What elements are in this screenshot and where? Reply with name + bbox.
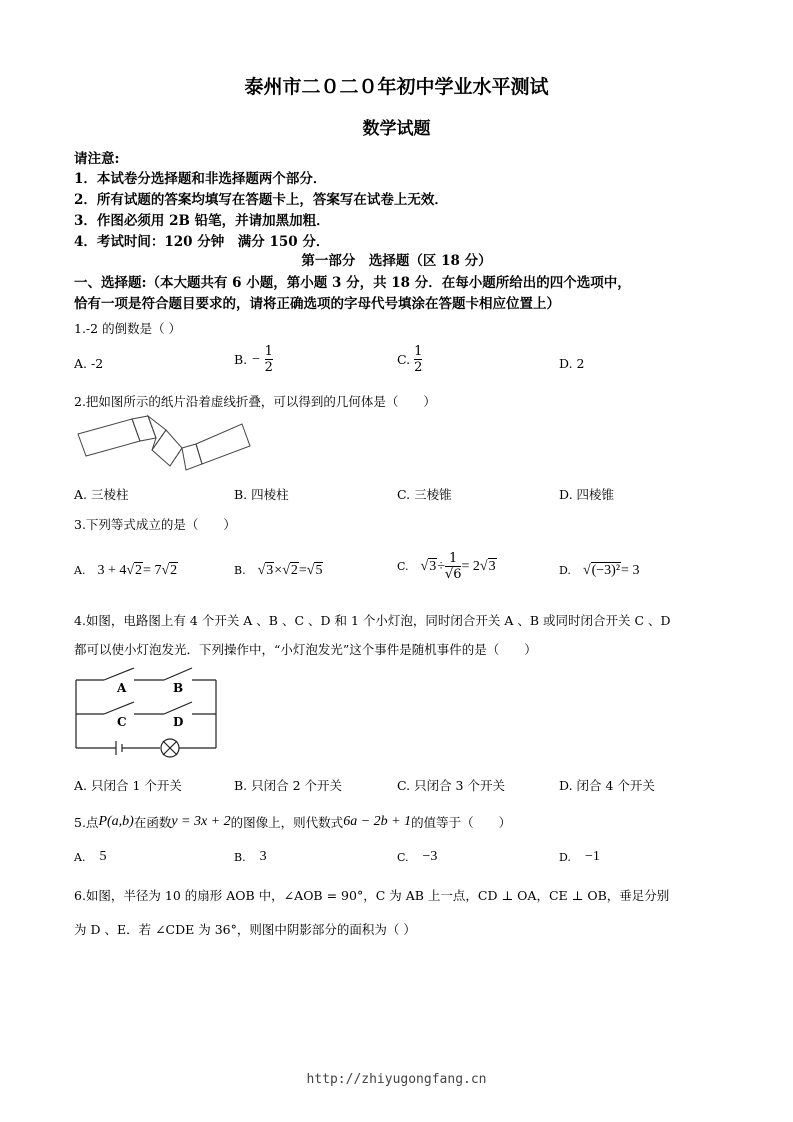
fraction: $\frac{1}{√6}$ bbox=[444, 551, 462, 582]
part-title: 第一部分 选择题（区 18 分） bbox=[301, 253, 492, 269]
q5-option-c: C. −3 bbox=[397, 849, 438, 864]
q1-option-d: D. 2 bbox=[559, 356, 585, 371]
switch-b-label: B bbox=[173, 681, 184, 695]
folding-paper-figure bbox=[74, 414, 254, 476]
q5-option-b: B. 3 bbox=[234, 849, 267, 864]
q2-option-b: B. 四棱柱 bbox=[234, 487, 289, 502]
question-2-stem: 2.把如图所示的纸片沿着虚线折叠，可以得到的几何体是（ ） bbox=[74, 394, 436, 409]
notice-item: 2．所有试题的答案均填写在答题卡上，答案写在试卷上无效． bbox=[74, 192, 448, 208]
q4-option-b: B. 只闭合 2 个开关 bbox=[234, 778, 343, 793]
switch-c-label: C bbox=[117, 715, 127, 729]
q1-option-c: C. $\frac{1}{2}$ bbox=[397, 344, 423, 375]
question-4-stem: 都可以使小灯泡发光．下列操作中，“小灯泡发光”这个事件是随机事件的是（ ） bbox=[74, 642, 537, 657]
notice-heading: 请注意: bbox=[74, 151, 120, 167]
q2-option-a: A. 三棱柱 bbox=[74, 487, 129, 502]
q2-option-d: D. 四棱锥 bbox=[559, 487, 615, 502]
section-instruction: 恰有一项是符合题目要求的，请将正确选项的字母代号填涂在答题卡相应位置上） bbox=[74, 296, 560, 312]
q5-option-a: A. 5 bbox=[74, 849, 107, 864]
section-instruction: 一、选择题:（本大题共有 6 小题，第小题 3 分，共 18 分．在每小题所给出的四个选项中， bbox=[74, 275, 631, 291]
q1-option-b: B. − $\frac{1}{2}$ bbox=[234, 344, 273, 375]
q4-option-d: D. 闭合 4 个开关 bbox=[559, 778, 655, 793]
q3-option-b: B. √ 3 × √ 2 = √ 5 bbox=[234, 562, 323, 578]
switch-d-label: D bbox=[173, 715, 184, 729]
fraction: $\frac{1}{2}$ bbox=[414, 344, 423, 375]
switch-a-label: A bbox=[117, 681, 127, 695]
q4-option-a: A. 只闭合 1 个开关 bbox=[74, 778, 182, 793]
question-1-stem: 1.-2 的倒数是（ ） bbox=[74, 321, 182, 336]
page-title: 泰州市二０二０年初中学业水平测试 bbox=[244, 76, 549, 98]
question-5-stem: 5.点 P(a,b) 在函数 y = 3x + 2 的图像上，则代数式 6a − 2b + 1 的值等于（ ） bbox=[74, 814, 512, 830]
q3-option-c: C. √ 3 ÷ $\frac{1}{√6}$ = 2 √ 3 bbox=[397, 551, 496, 582]
notice-item: 4．考试时间：120 分钟 满分 150 分． bbox=[74, 234, 330, 250]
question-6-stem: 为 D 、E．若 ∠CDE 为 36°，则图中阴影部分的面积为（ ） bbox=[74, 922, 416, 937]
page-subtitle: 数学试题 bbox=[362, 119, 431, 139]
q2-option-c: C. 三棱锥 bbox=[397, 487, 452, 502]
q4-option-c: C. 只闭合 3 个开关 bbox=[397, 778, 505, 793]
q3-option-a: A. 3 + 4 √ 2 = 7 √ 2 bbox=[74, 562, 178, 578]
question-4-stem: 4.如图，电路图上有 4 个开关 A 、B 、C 、D 和 1 个小灯泡，同时闭合开关 A 、B 或同时闭合开关 C 、D bbox=[74, 613, 671, 628]
q1-option-a: A. -2 bbox=[74, 356, 104, 371]
notice-item: 1．本试卷分选择题和非选择题两个部分． bbox=[74, 171, 327, 187]
q3-option-d: D. √ (−3)² = 3 bbox=[559, 562, 640, 578]
circuit-diagram bbox=[74, 662, 222, 758]
footer-url: http://zhiyugongfang.cn bbox=[306, 1072, 487, 1087]
question-6-stem: 6.如图，半径为 10 的扇形 AOB 中，∠AOB = 90°，C 为 AB 上一点，CD ⊥ OA，CE ⊥ OB，垂足分别 bbox=[74, 888, 670, 903]
q5-option-d: D. −1 bbox=[559, 849, 600, 864]
question-3-stem: 3.下列等式成立的是（ ） bbox=[74, 517, 236, 532]
notice-item: 3．作图必须用 2B 铅笔，并请加黑加粗． bbox=[74, 213, 330, 229]
fraction: $\frac{1}{2}$ bbox=[264, 344, 273, 375]
